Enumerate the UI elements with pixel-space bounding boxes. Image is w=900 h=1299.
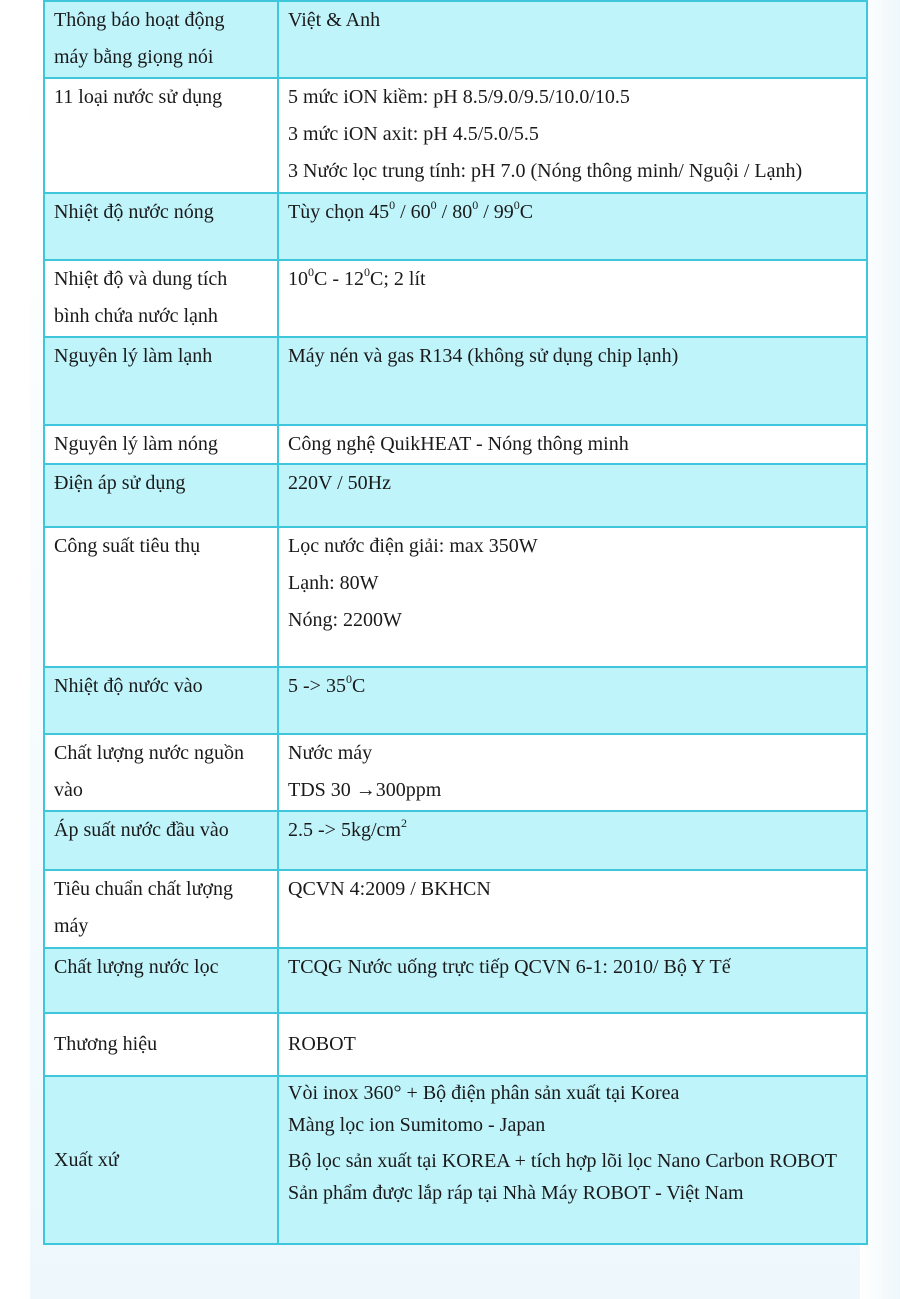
table-row (44, 734, 867, 811)
table-row (44, 193, 867, 260)
spec-label-line: Áp suất nước đầu vào (54, 819, 229, 841)
spec-label (44, 193, 278, 260)
superscript: 0 (430, 198, 437, 213)
table-row (44, 464, 867, 527)
superscript: 0 (513, 198, 520, 213)
superscript: 0 (308, 265, 314, 280)
value-text: 5 -> 35 (288, 675, 346, 697)
superscript: 0 (345, 672, 352, 687)
spec-label (44, 464, 278, 527)
spec-label-line: bình chứa nước lạnh (54, 305, 218, 327)
spec-value-line: 3 Nước lọc trung tính: pH 7.0 (Nóng thông minh/ Nguội / Lạnh) (288, 160, 803, 182)
spec-label (44, 1, 278, 78)
spec-value-line (288, 668, 857, 705)
table-row (44, 425, 867, 464)
spec-label (44, 260, 278, 337)
value-text: C; 2 lít (370, 268, 426, 290)
spec-value-line: Vòi inox 360° + Bộ điện phân sản xuất tại Korea (288, 1082, 680, 1104)
spec-label-line: Thông báo hoạt động (54, 9, 225, 31)
spec-label (44, 425, 278, 464)
spec-value (278, 425, 867, 464)
spec-label-line: máy (54, 915, 89, 937)
table-row (44, 1076, 867, 1244)
spec-label-line: vào (54, 779, 83, 801)
table-row (44, 337, 867, 425)
spec-value-line (288, 812, 857, 849)
spec-label-line: Công suất tiêu thụ (54, 535, 201, 557)
spec-value-line: Lạnh: 80W (288, 572, 379, 594)
table-row (44, 811, 867, 870)
spec-label (44, 527, 278, 667)
superscript: 0 (389, 198, 396, 213)
spec-value (278, 948, 867, 1013)
spec-value (278, 1076, 867, 1244)
table-row (44, 1, 867, 78)
spec-label (44, 1013, 278, 1076)
spec-label (44, 78, 278, 193)
table-row (44, 527, 867, 667)
value-text: Tùy chọn 45 (288, 201, 390, 223)
spec-value-line: Nóng: 2200W (288, 609, 402, 631)
spec-value (278, 464, 867, 527)
spec-value-line (288, 194, 857, 231)
spec-value (278, 870, 867, 948)
spec-value-line: 3 mức iON axit: pH 4.5/5.0/5.5 (288, 123, 539, 145)
spec-label-line: Nguyên lý làm lạnh (54, 345, 213, 367)
spec-value-line: Máy nén và gas R134 (không sử dụng chip lạnh) (288, 345, 679, 367)
spec-label-line: Thương hiệu (54, 1033, 158, 1055)
spec-value (278, 260, 867, 337)
spec-value-line: 220V / 50Hz (288, 472, 391, 494)
value-text: 10 (288, 268, 308, 290)
spec-label-line: máy bằng giọng nói (54, 46, 214, 68)
spec-label-line: Điện áp sử dụng (54, 472, 186, 494)
spec-label (44, 337, 278, 425)
spec-value (278, 527, 867, 667)
spec-label-line: Nhiệt độ nước nóng (54, 201, 214, 223)
superscript: 0 (472, 198, 479, 213)
spec-value-line: TDS 30 →300ppm (288, 779, 442, 801)
spec-value-line: QCVN 4:2009 / BKHCN (288, 878, 491, 900)
spec-label (44, 734, 278, 811)
table-row (44, 78, 867, 193)
spec-value (278, 78, 867, 193)
spec-value (278, 1, 867, 78)
superscript: 2 (400, 816, 407, 831)
value-text: C - 12 (314, 268, 364, 290)
spec-label-line: Nhiệt độ nước vào (54, 675, 203, 697)
table-row (44, 1013, 867, 1076)
spec-label-line: Chất lượng nước lọc (54, 956, 219, 978)
spec-label-line: Chất lượng nước nguồn (54, 742, 245, 764)
spec-value-line: Nước máy (288, 742, 373, 764)
spec-label-line: Xuất xứ (54, 1148, 119, 1171)
spec-value (278, 193, 867, 260)
spec-value-line: Việt & Anh (288, 9, 381, 31)
value-text: 2.5 -> 5kg/cm (288, 819, 401, 841)
spec-value-line: Sản phẩm được lắp ráp tại Nhà Máy ROBOT - Việt Nam (288, 1182, 744, 1204)
spec-value-line: Màng lọc ion Sumitomo - Japan (288, 1114, 546, 1136)
spec-value-line: Công nghệ QuikHEAT - Nóng thông minh (288, 433, 629, 455)
spec-label-line: Tiêu chuẩn chất lượng (54, 878, 233, 900)
spec-label (44, 870, 278, 948)
superscript: 0 (364, 265, 370, 280)
spec-value-line: 5 mức iON kiềm: pH 8.5/9.0/9.5/10.0/10.5 (288, 86, 630, 108)
spec-label (44, 948, 278, 1013)
value-text: / 99 (478, 201, 514, 223)
spec-label (44, 1076, 278, 1244)
spec-value (278, 667, 867, 734)
spec-value-line: ROBOT (288, 1033, 356, 1055)
value-text: C (519, 201, 534, 223)
value-text: / 60 (395, 201, 431, 223)
spec-label-line: Nguyên lý làm nóng (54, 433, 218, 455)
value-text: C (351, 675, 366, 697)
value-text: / 80 (436, 201, 473, 223)
spec-value (278, 734, 867, 811)
spec-label (44, 811, 278, 870)
table-row (44, 667, 867, 734)
table-row (44, 948, 867, 1013)
spec-value-line: Bộ lọc sản xuất tại KOREA + tích hợp lõi lọc Nano Carbon ROBOT (288, 1150, 838, 1172)
spec-table (43, 0, 868, 1245)
table-row (44, 260, 867, 337)
spec-label-line: Nhiệt độ và dung tích (54, 268, 228, 290)
spec-value-line (288, 261, 857, 298)
spec-label-line: 11 loại nước sử dụng (54, 86, 223, 108)
spec-value (278, 811, 867, 870)
spec-value (278, 337, 867, 425)
spec-value-line: TCQG Nước uống trực tiếp QCVN 6-1: 2010/ Bộ Y Tế (288, 956, 731, 978)
spec-value (278, 1013, 867, 1076)
spec-value-line: Lọc nước điện giải: max 350W (288, 535, 538, 557)
table-row (44, 870, 867, 948)
spec-label (44, 667, 278, 734)
